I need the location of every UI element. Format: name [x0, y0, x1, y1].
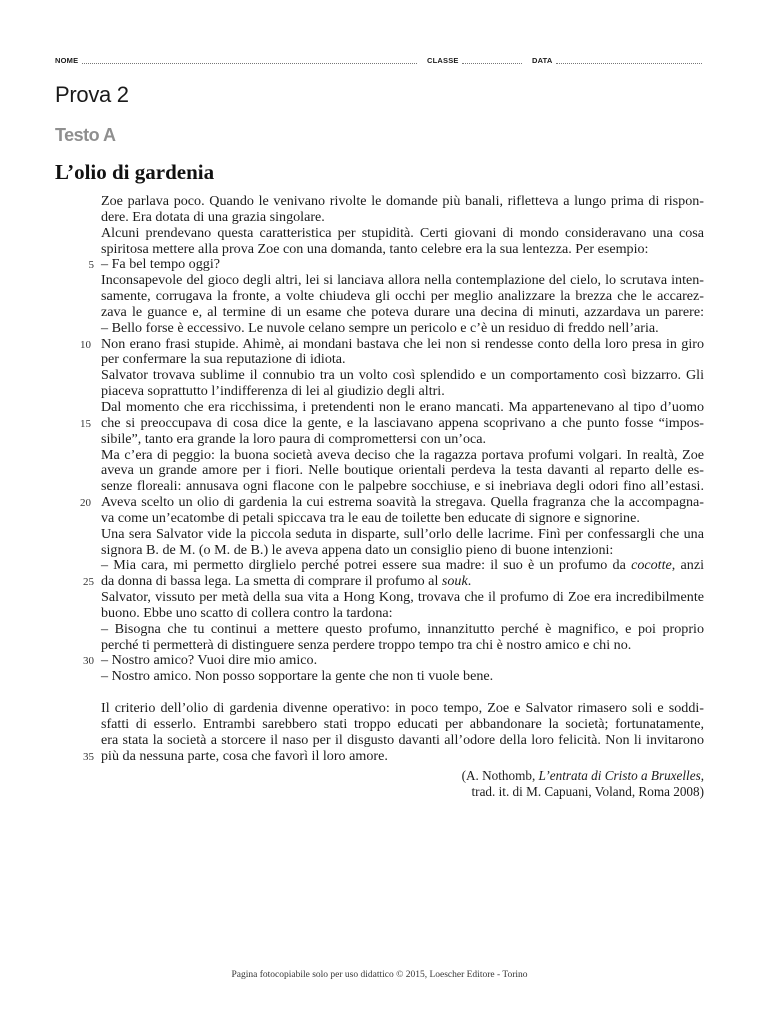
text-title: L’olio di gardenia	[55, 160, 215, 184]
citation	[462, 768, 704, 800]
paragraph-gap	[101, 685, 704, 701]
text-line: aveva un grande amore per i fiori. Nelle boutique orientali perdeva la testa davanti al reparto delle es-	[101, 462, 704, 479]
testo-label: Testo A	[55, 125, 116, 145]
text-line: Il criterio dell’olio di gardenia divenne operativo: in poco tempo, Zoe e Salvator rimasero soli e soddi-	[101, 700, 704, 716]
text-line: – Nostro amico. Non posso sopportare la gente che non ti vuole bene.	[101, 668, 494, 685]
data-field[interactable]	[556, 63, 702, 64]
italic-term: cocotte	[631, 557, 672, 574]
line-number: 5	[88, 259, 94, 272]
text-line: signora B. de M. (o M. de B.) le aveva appena dato un consiglio pieno di buone intenzioni:	[101, 541, 614, 558]
text-line: – Bello forse è eccessivo. Le nuvole celano sempre un pericolo e c’è un residuo di freddo nell’aria.	[101, 319, 659, 336]
student-info-header	[55, 56, 703, 68]
line-number: 35	[83, 750, 94, 763]
citation-line-2: trad. it. di M. Capuani, Voland, Roma 2008)	[471, 784, 704, 799]
text-line: piaceva soprattutto l’indifferenza di lei al giudizio degli altri.	[101, 383, 445, 400]
classe-field[interactable]	[462, 63, 522, 64]
text-line: zava le guance e, al termine di un esame che poteva durare una decina di minuti, azzardava un parere:	[101, 303, 704, 320]
text-line: buono. Ebbe uno scatto di collera contro la tardona:	[101, 604, 393, 621]
text-line: dere. Era dotata di una grazia singolare.	[101, 208, 325, 225]
text-line: – Mia cara, mi permetto dirglielo perché potrei essere sua madre: il suo è un profumo da cocotte, anzi	[101, 557, 704, 574]
text-line: 20 Aveva scelto un olio di gardenia la cui estrema soavità la stregava. Quella fragranza che la accompagna-	[80, 494, 704, 511]
text-line: Salvator, vissuto per metà della sua vita a Hong Kong, trovava che il profumo di Zoe era incredibilmente	[101, 589, 704, 606]
nome-label: NOME	[55, 56, 79, 65]
text-line: 35 più da nessuna parte, cosa che favorì il loro amore.	[101, 749, 704, 765]
page-footer: Pagina fotocopiabile solo per uso didattico © 2015, Loescher Editore - Torino	[231, 970, 528, 980]
text-line: sfatti di esserlo. Entrambi sarebbero stati troppo educati per abbandonare la società; fortunatamente,	[101, 715, 704, 732]
text-line: senze floreali: annusava ogni flacone con le palpebre socchiuse, e si inebriava degli odori fino all’estasi.	[101, 478, 704, 495]
text-line: Dal momento che era ricchissima, i pretendenti non le erano mancati. Ma appartenevano al tipo d’uomo	[101, 398, 704, 415]
text-line: 15 che si preoccupava di cosa dice la gente, e la lasciavano appena scoprivano a che punto fosse “impos-	[80, 414, 704, 431]
text-line: 10 Non erano frasi stupide. Ahimè, ai mondani bastava che lei non si rendesse conto della loro presa in giro	[80, 335, 704, 352]
text-body	[80, 193, 704, 764]
line-number: 10	[80, 338, 91, 351]
text-line: spiritosa mettere alla prova Zoe con una domanda, tanto celebre era la sua lentezza. Per esempio:	[101, 240, 649, 257]
text-line: per confermare la sua reputazione di idiota.	[101, 351, 346, 368]
text-line: Alcuni prendevano questa caratteristica per stupidità. Certi giovani di mondo consideravano una cosa	[101, 224, 704, 241]
text-line: sibile”, tanto era grande la loro paura di compromettersi con un’oca.	[101, 430, 487, 447]
text-line: Inconsapevole del gioco degli altri, lei si lanciava allora nella contemplazione del cielo, lo scrutava inten-	[101, 272, 704, 289]
text-line: perché ti permetterà di distinguere senza perdere troppo tempo tra chi è nostro amico e chi no.	[101, 636, 632, 653]
italic-term: souk	[441, 573, 468, 590]
classe-label: CLASSE	[427, 56, 459, 65]
citation-work-title: L’entrata di Cristo a Bruxelles	[538, 768, 701, 783]
text-line: samente, corrugava la fronte, a volte chiudeva gli occhi per meglio analizzare la brezza che le accarez-	[101, 288, 704, 305]
line-number: 15	[80, 417, 91, 430]
line-number: 25	[83, 576, 94, 589]
text-line: 25 da donna di bassa lega. La smetta di comprare il profumo al souk.	[101, 574, 704, 590]
text-line: va come un’ecatombe di petali spiccava tra le eau de toilette ben educate di signore e signorine.	[101, 509, 640, 526]
line-number: 30	[83, 655, 94, 668]
text-line: Zoe parlava poco. Quando le venivano rivolte le domande più banali, rifletteva a lungo prima di rispon-	[101, 193, 704, 209]
text-line: Ma c’era di peggio: la buona società aveva deciso che la ragazza portava profumi volgari. In realtà, Zoe	[101, 446, 704, 463]
text-line: Salvator trovava sublime il connubio tra un volto così splendido e un comportamento così bizzarro. Gli	[101, 367, 704, 384]
text-line: 5 – Fa bel tempo oggi?	[101, 257, 704, 273]
prova-title: Prova 2	[55, 82, 129, 107]
citation-line-1: (A. Nothomb, L’entrata di Cristo a Bruxelles,	[461, 768, 704, 783]
text-line: – Bisogna che tu continui a mettere questo profumo, innanzitutto perché è magnifico, e poi proprio	[101, 620, 704, 637]
text-line: Una sera Salvator vide la piccola seduta in disparte, sull’orlo delle lacrime. Finì per confessargli che una	[101, 525, 704, 542]
text-line: era stata la società a storcere il naso per il disgusto davanti all’odore della loro felicità. Non li invitarono	[101, 731, 704, 748]
text-line: 30 – Nostro amico? Vuoi dire mio amico.	[101, 653, 704, 669]
data-label: DATA	[532, 56, 553, 65]
line-number: 20	[80, 497, 91, 510]
nome-field[interactable]	[82, 63, 417, 64]
